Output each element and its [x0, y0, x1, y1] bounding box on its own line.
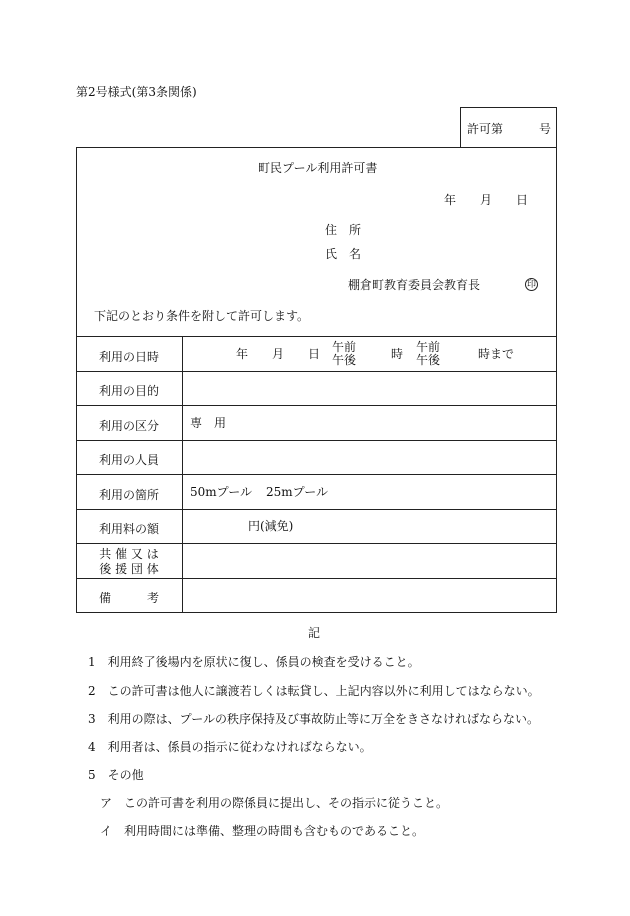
datetime-year: 年 — [236, 347, 249, 361]
datetime-label: 利用の日時 — [98, 350, 159, 364]
fee-label: 利用料の額 — [98, 522, 159, 536]
issuer-title: 棚倉町教育委員会教育長 — [348, 278, 481, 292]
permit-number-label: 許可第 — [467, 122, 504, 136]
row-divider — [76, 474, 557, 475]
start-ampm — [332, 341, 356, 367]
pool-25m: 25mプール — [266, 485, 329, 499]
start-am: 午前 — [332, 340, 357, 354]
sponsor-label-line1: 共 催 又 は — [99, 547, 159, 561]
remarks-label: 備 考 — [98, 591, 159, 605]
location-label: 利用の箇所 — [98, 488, 159, 502]
note-item: 3 利用の際は、プールの秩序保持及び事故防止等に万全をきさなければならない。 — [88, 712, 540, 726]
end-pm: 午後 — [416, 353, 441, 367]
permit-statement: 下記のとおり条件を附して許可します。 — [94, 309, 310, 323]
note-item: 1 利用終了後場内を原状に復し、係員の検査を受けること。 — [88, 655, 420, 669]
row-divider — [76, 371, 557, 372]
date-day: 日 — [516, 193, 529, 207]
note-item: 4 利用者は、係員の指示に従わなければならない。 — [88, 740, 372, 754]
notes-heading: 記 — [308, 626, 321, 640]
note-subitem: ア この許可書を利用の際係員に提出し、その指示に従うこと。 — [100, 796, 449, 810]
permit-number-suffix: 号 — [539, 122, 552, 136]
row-divider — [76, 405, 557, 406]
pool-50m: 50mプール — [190, 485, 253, 499]
form-title: 町民プール利用許可書 — [258, 161, 378, 175]
purpose-label: 利用の目的 — [98, 384, 159, 398]
fee-value: 円(減免) — [248, 519, 294, 533]
column-divider — [182, 336, 183, 613]
category-label: 利用の区分 — [98, 419, 159, 433]
datetime-hour: 時 — [391, 347, 404, 361]
note-item: 5 その他 — [88, 768, 144, 782]
row-divider — [76, 440, 557, 441]
address-label: 住 所 — [325, 223, 362, 237]
sponsor-label — [76, 547, 182, 577]
people-label: 利用の人員 — [98, 453, 159, 467]
category-value: 専 用 — [190, 416, 227, 430]
note-item: 2 この許可書は他人に譲渡若しくは転貸し、上記内容以外に利用してはならない。 — [88, 684, 540, 698]
datetime-until: 時まで — [478, 347, 515, 361]
note-subitem: イ 利用時間には準備、整理の時間も含むものであること。 — [100, 824, 425, 838]
date-year: 年 — [444, 193, 457, 207]
form-number: 第2号様式(第3条関係) — [76, 85, 197, 99]
end-ampm — [416, 341, 440, 367]
date-month: 月 — [480, 193, 493, 207]
row-divider — [76, 543, 557, 544]
table-top-border — [76, 336, 557, 337]
sponsor-label-line2: 後 援 団 体 — [99, 562, 159, 576]
datetime-day: 日 — [308, 347, 321, 361]
name-label: 氏 名 — [325, 247, 362, 261]
seal-mark: 印 — [526, 280, 536, 290]
datetime-month: 月 — [272, 347, 285, 361]
row-divider — [76, 578, 557, 579]
start-pm: 午後 — [332, 353, 357, 367]
end-am: 午前 — [416, 340, 441, 354]
row-divider — [76, 509, 557, 510]
